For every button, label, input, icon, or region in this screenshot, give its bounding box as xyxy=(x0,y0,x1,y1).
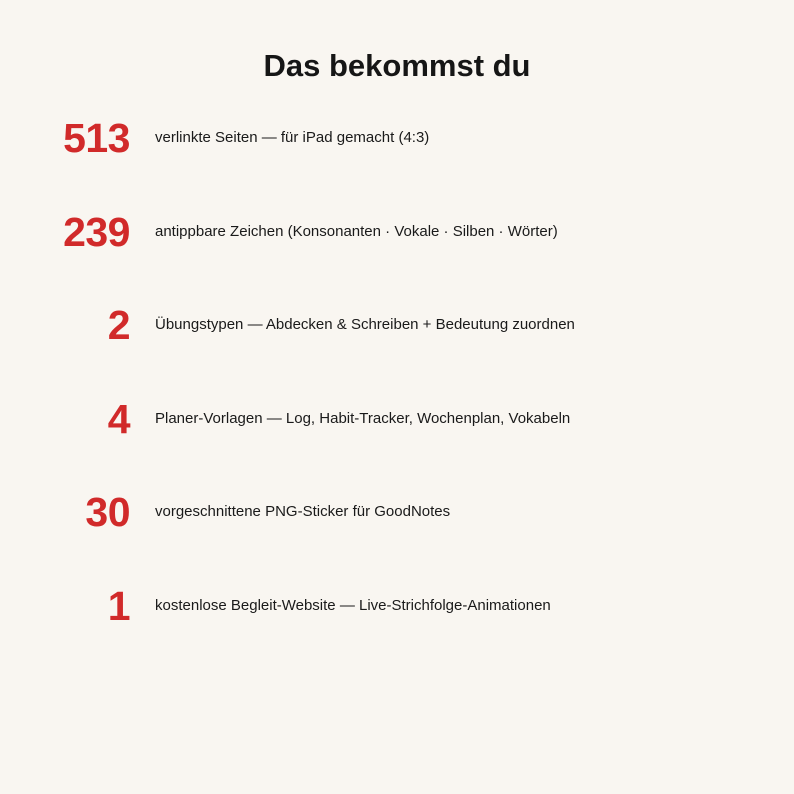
feature-item-exercise-types xyxy=(0,294,794,356)
feature-count: 2 xyxy=(107,302,130,348)
feature-count: 30 xyxy=(85,489,130,535)
feature-description: vorgeschnittene PNG-Sticker für GoodNotes xyxy=(155,503,451,520)
feature-description: kostenlose Begleit-Website — Live-Strichfolge-Animationen xyxy=(155,596,551,614)
feature-item-pages xyxy=(0,107,794,169)
feature-item-planner-templates xyxy=(0,388,794,450)
feature-count: 4 xyxy=(107,395,130,442)
feature-description: verlinkte Seiten — für iPad gemacht (4:3) xyxy=(155,129,430,146)
feature-description: antippbare Zeichen (Konsonanten · Vokale · Silben · Wörter) xyxy=(155,222,558,240)
feature-count: 1 xyxy=(107,582,130,629)
feature-item-characters xyxy=(0,201,794,263)
feature-item-website xyxy=(0,575,794,637)
feature-item-stickers xyxy=(0,481,794,543)
feature-description: Planer-Vorlagen — Log, Habit-Tracker, Wochenplan, Vokabeln xyxy=(155,409,571,427)
feature-description: Übungstypen — Abdecken & Schreiben + Bedeutung zuordnen xyxy=(155,316,575,333)
feature-list xyxy=(0,107,794,668)
feature-count: 239 xyxy=(63,208,130,255)
feature-count: 513 xyxy=(63,115,130,161)
page-title: Das bekommst du xyxy=(263,48,531,83)
